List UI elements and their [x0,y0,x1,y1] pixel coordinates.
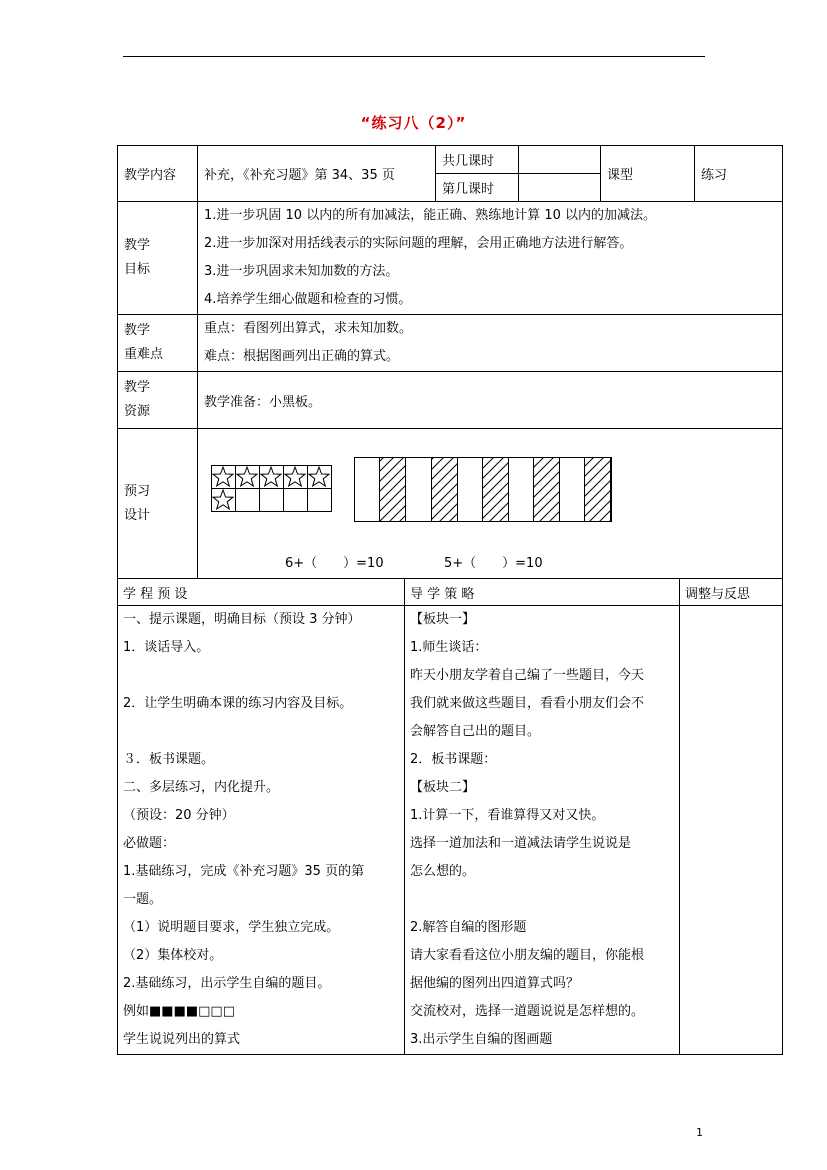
process-line: ３．板书课题。 [123,752,215,767]
resources-label-line1: 教学 [124,380,151,395]
keypoints-label [118,315,198,372]
star-icon [261,467,281,486]
star-grid-figure [211,465,335,513]
lesson-type-value: 练习 [695,146,783,202]
lesson-type-label: 课型 [601,146,695,202]
strategy-line: 【板块一】 [410,612,476,627]
process-line: 2.基础练习，出示学生自编的题目。 [123,976,331,991]
goals-label-line2: 目标 [124,262,151,277]
keypoints-label-line1: 教学 [124,323,151,338]
strategy-line: 会解答自己出的题目。 [410,724,541,739]
process-line: 必做题： [123,836,176,851]
process-line: 学生说说列出的算式 [123,1032,241,1047]
page-title: “练习八（2）” [360,114,467,132]
goal-item: 1.进一步巩固 10 以内的所有加减法，能正确、熟练地计算 10 以内的加减法。 [204,208,657,223]
star-icon [285,467,305,486]
hatched-bars-figure [354,457,616,523]
hatched-bar [483,457,509,521]
preview-design [198,429,783,579]
process-line: 2．让学生明确本课的练习内容及目标。 [123,696,353,711]
current-hour-value [519,174,601,202]
keypoint-item: 重点：看图列出算式，求未知加数。 [204,321,413,336]
process-line: 一、提示课题，明确目标（预设 3 分钟） [123,612,361,627]
process-line: 一题。 [123,892,163,907]
keypoints-list [198,315,783,372]
goal-item: 4.培养学生细心做题和检查的习惯。 [204,292,412,307]
strategy-line: 我们就来做这些题目，看看小朋友们会不 [410,696,645,711]
hatched-bar [534,457,560,521]
hatched-bar [380,457,406,521]
goal-item: 2.进一步加深对用括线表示的实际问题的理解，会用正确地方法进行解答。 [204,236,633,251]
process-line: （2）集体校对。 [123,948,223,963]
total-hours-label: 共几课时 [436,146,519,174]
process-line: 二、多层练习，内化提升。 [123,780,280,795]
hatched-bar [432,457,458,521]
star-icon [237,467,257,486]
preview-label [118,429,198,579]
reflection-column [680,606,783,1055]
strategy-line: 请大家看看这位小朋友编的题目，你能根 [410,948,645,963]
col-header-reflection: 调整与反思 [680,579,783,606]
star-icon [309,467,329,486]
page-number: 1 [696,1126,703,1139]
resources-text: 教学准备：小黑板。 [198,372,783,429]
content-value: 补充，《补充习题》第 34、35 页 [198,146,436,202]
goals-list [198,202,783,315]
resources-label-line2: 资源 [124,404,151,419]
lesson-process-table [117,578,783,1055]
preview-label-line1: 预习 [124,483,151,499]
goals-label [118,202,198,315]
strategy-column [405,606,680,1055]
process-line: 1.基础练习，完成《补充习题》35 页的第 [123,864,365,879]
process-line: （1）说明题目要求，学生独立完成。 [123,920,340,935]
strategy-line: 昨天小朋友学着自己编了一些题目，今天 [410,668,645,683]
lesson-info-table [117,145,783,579]
resources-label [118,372,198,429]
strategy-line: 2.解答自编的图形题 [410,920,527,935]
content-label: 教学内容 [118,146,198,202]
hatched-bar [585,457,611,521]
col-header-strategy: 导 学 策 略 [405,579,680,606]
strategy-line: 据他编的图列出四道算式吗？ [410,976,580,991]
keypoint-item: 难点：根据图画列出正确的算式。 [204,349,400,364]
strategy-line: 1.师生谈话： [410,640,488,655]
preview-label-line2: 设计 [124,507,151,523]
process-line: 例如■■■■□□□ [123,1004,235,1019]
keypoints-label-line2: 重难点 [124,347,164,362]
strategy-line: 选择一道加法和一道减法请学生说说是 [410,836,632,851]
process-line: 1．谈话导入。 [123,640,210,655]
header-rule [123,56,705,57]
current-hour-label: 第几课时 [436,174,519,202]
process-column [118,606,405,1055]
strategy-line: 怎么想的。 [410,864,476,879]
process-line: （预设：20 分钟） [123,808,235,823]
strategy-line: 交流校对，选择一道题说说是怎样想的。 [410,1004,645,1019]
goal-item: 3.进一步巩固求未知加数的方法。 [204,264,399,279]
strategy-line: 【板块二】 [410,780,476,795]
star-icon [213,490,233,509]
goals-label-line1: 教学 [124,238,151,253]
equation-2: 5+（ ）=10 [444,555,543,571]
col-header-process: 学 程 预 设 [118,579,405,606]
strategy-line: 1.计算一下，看谁算得又对又快。 [410,808,605,823]
strategy-line: 2．板书课题： [410,752,497,767]
star-icon [213,467,233,486]
equation-1: 6+（ ）=10 [285,555,384,571]
total-hours-value [519,146,601,174]
strategy-line: 3.出示学生自编的图画题 [410,1032,553,1047]
